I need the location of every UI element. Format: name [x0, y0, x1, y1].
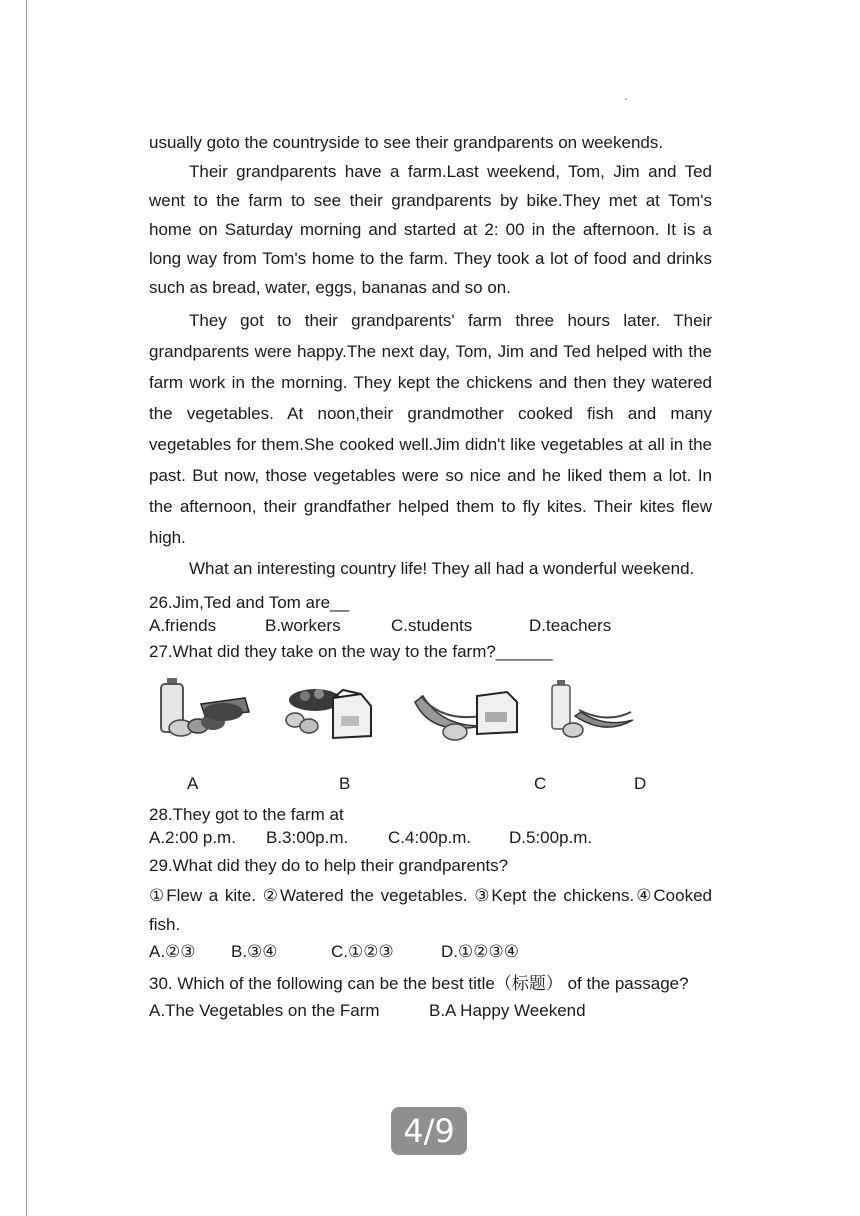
q29-option-a: A.②③ — [149, 942, 196, 961]
passage-paragraph-1: Their grandparents have a farm.Last weekend, Tom, Jim and Ted went to the farm to see their grandparents by bike.They met at Tom's home on Saturday morning and started at 2: 00 in the afternoon. It is a long way from Tom's home to the farm. They took a lot of food and drinks such as bread, water, eggs, bananas and so on. — [149, 162, 712, 297]
question-30-options — [149, 1000, 712, 1022]
question-30-title: 30. Which of the following can be the best title（标题） of the passage? — [149, 974, 689, 993]
question-26-title: 26.Jim,Ted and Tom are__ — [149, 593, 350, 612]
q29-option-d: D.①②③④ — [441, 942, 519, 961]
q27-picture-a-bottle-eggs-bread — [153, 676, 253, 746]
question-28 — [149, 802, 712, 849]
q27-label-a: A — [187, 774, 199, 793]
question-26 — [149, 590, 712, 637]
q26-option-d: D.teachers — [529, 616, 612, 635]
q27-label-d: D — [634, 774, 647, 793]
q28-option-c: C.4:00p.m. — [388, 828, 472, 847]
question-29-items: ①Flew a kite. ②Watered the vegetables. ③Kept the chickens.④Cooked fish. — [149, 886, 712, 934]
document-content — [149, 128, 712, 1022]
q27-pictures — [149, 676, 712, 774]
question-28-options — [149, 827, 712, 849]
question-30 — [149, 969, 712, 1022]
q27-picture-d-bottle-eggs-bananas — [545, 676, 645, 746]
question-27-title: 27.What did they take on the way to the farm?______ — [149, 642, 553, 661]
q27-option-labels — [149, 774, 712, 802]
question-26-options — [149, 615, 712, 637]
q26-option-b: B.workers — [265, 616, 341, 635]
page-indicator: 4/9 — [391, 1107, 467, 1155]
q28-option-b: B.3:00p.m. — [266, 828, 349, 847]
q28-option-a: A.2:00 p.m. — [149, 828, 236, 847]
q26-option-a: A.friends — [149, 616, 217, 635]
q27-picture-c-bananas-eggs-milk — [411, 676, 521, 746]
question-29 — [149, 853, 712, 963]
question-27 — [149, 639, 712, 802]
q26-option-c: C.students — [391, 616, 473, 635]
q28-option-d: D.5:00p.m. — [509, 828, 593, 847]
q30-option-b: B.A Happy Weekend — [429, 1001, 586, 1020]
question-28-title: 28.They got to the farm at — [149, 805, 344, 824]
page-border — [26, 0, 27, 1216]
q27-picture-b-bread-eggs-milk — [275, 676, 375, 746]
question-29-options — [149, 941, 712, 963]
q27-label-c: C — [534, 774, 547, 793]
passage-paragraph-3: What an interesting country life! They all had a wonderful weekend. — [189, 559, 695, 578]
q29-option-c: C.①②③ — [331, 942, 394, 961]
q29-option-b: B.③④ — [231, 942, 278, 961]
question-29-title: 29.What did they do to help their grandparents? — [149, 856, 509, 875]
q30-option-a: A.The Vegetables on the Farm — [149, 1001, 380, 1020]
q27-label-b: B — [339, 774, 351, 793]
scan-speck — [625, 98, 627, 100]
passage-line-1: usually goto the countryside to see their grandparents on weekends. — [149, 133, 664, 152]
passage-paragraph-2: They got to their grandparents' farm three hours later. Their grandparents were happy.The next day, Tom, Jim and Ted helped with the farm work in the morning. They kept the chickens and then they watered the vegetables. At noon,their grandmother cooked fish and many vegetables for them.She cooked well.Jim didn't like vegetables at all in the past. But now, those vegetables were so nice and he liked them a lot. In the afternoon, their grandfather helped them to fly kites. Their kites flew high. — [149, 311, 712, 547]
